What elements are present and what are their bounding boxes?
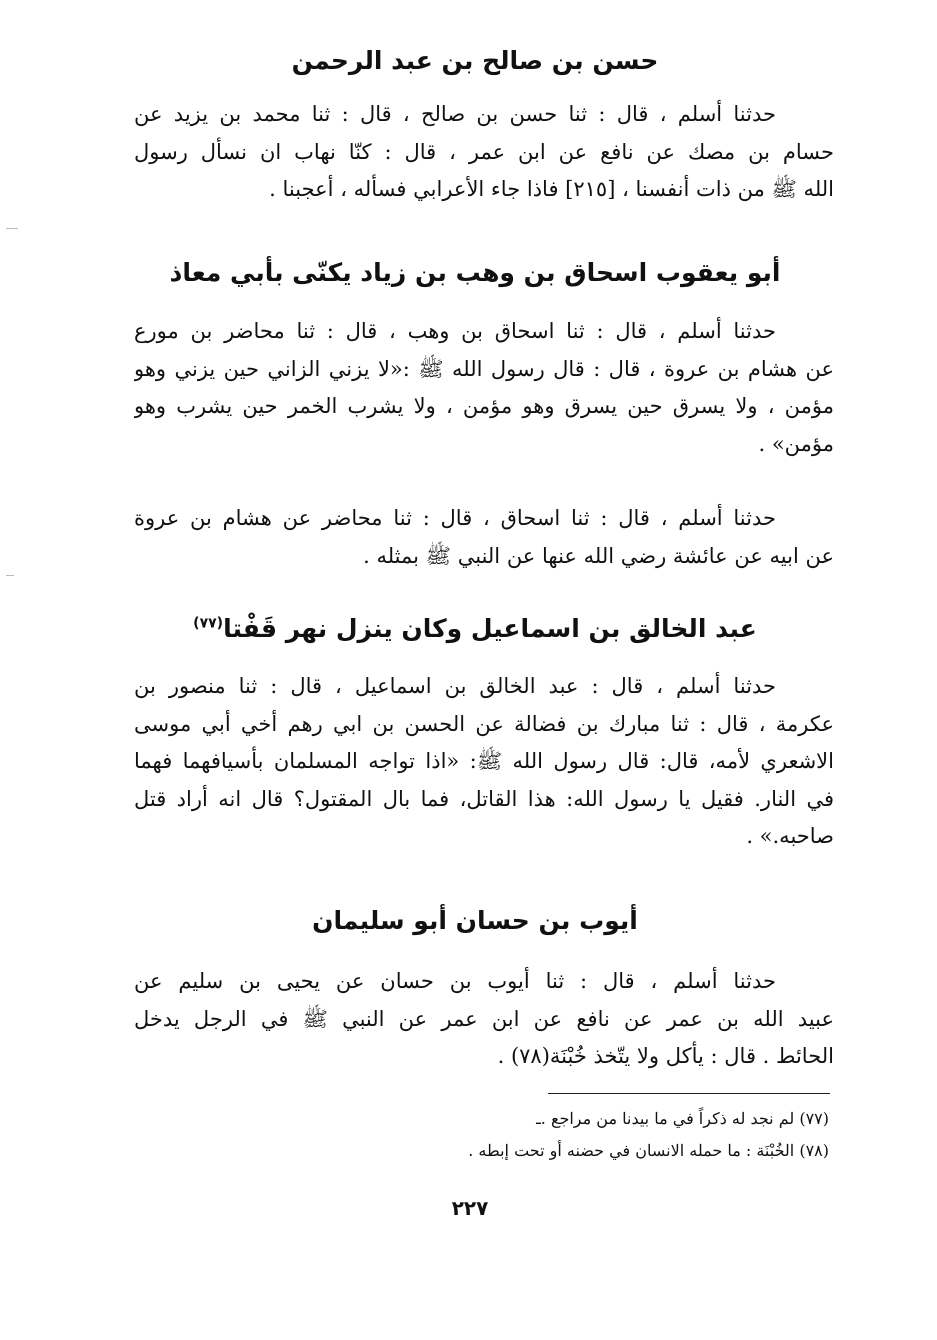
text-line: حدثنا أسلم ، قال : ثنا اسحاق بن وهب ، قال : ثنا محاضر بن مورع	[134, 319, 776, 343]
footnote: (٧٨) الخُبْنَة : ما حمله الانسان في حضنه أو تحت إبطه .	[468, 1141, 829, 1160]
text-line: في النار. فقيل يا رسول الله: هذا القاتل، فما بال المقتول؟ قال انه أراد قتل	[134, 786, 834, 811]
text-line: حدثنا أسلم ، قال : ثنا اسحاق ، قال : ثنا محاضر عن هشام بن عروة	[134, 506, 776, 530]
entry-paragraph	[134, 96, 834, 209]
footnote-ref: (٧٧)	[193, 615, 224, 632]
text-line: حسام بن مصك عن نافع عن ابن عمر ، قال : كنّا نهاب ان نسأل رسول	[134, 139, 834, 164]
entry-heading: أيوب بن حسان أبو سليمان	[312, 906, 638, 935]
entry-heading: عبد الخالق بن اسماعيل وكان ينزل نهر قَفْتا$^{(٧٧)}$	[193, 614, 757, 643]
text-line: عكرمة ، قال : ثنا مبارك بن فضالة عن الحسن بن ابي رهم أخي أبي موسى	[134, 711, 834, 736]
text-line: صاحبه.» .	[746, 824, 834, 848]
text-line: مؤمن» .	[758, 431, 834, 456]
entry-paragraph	[134, 963, 834, 1076]
text-line: الحائط . قال : يأكل ولا يتّخذ خُبْنَة(٧٨) .	[497, 1044, 834, 1068]
entry-paragraph	[134, 500, 834, 575]
text-line: حدثنا أسلم ، قال : ثنا أيوب بن حسان عن يحيى بن سليم عن	[134, 969, 776, 993]
text-line: عن ابيه عن عائشة رضي الله عنها عن النبي ﷺ بمثله .	[363, 543, 834, 568]
footnote: (٧٧) لم نجد له ذكراً في ما بيدنا من مراجع .ـ	[536, 1109, 829, 1128]
scan-mark	[6, 228, 18, 229]
text-line: الله ﷺ من ذات أنفسنا ، [٢١٥] فاذا جاء الأعرابي فسأله ، أعجبنا .	[269, 177, 834, 201]
text-line: عبيد الله بن عمر عن نافع عن ابن عمر عن النبي ﷺ في الرجل يدخل	[134, 1006, 834, 1031]
text-line: الاشعري لأمه، قال: قال رسول الله ﷺ: «اذا تواجه المسلمان بأسيافهما فهما	[134, 749, 834, 773]
text-line: حدثنا أسلم ، قال : عبد الخالق بن اسماعيل ، قال : ثنا منصور بن	[134, 674, 776, 698]
page-number: ٢٢٧	[451, 1196, 489, 1220]
text-line: حدثنا أسلم ، قال : ثنا حسن بن صالح ، قال : ثنا محمد بن يزيد عن	[134, 102, 776, 126]
text-line: عن هشام بن عروة ، قال : قال رسول الله ﷺ :«لا يزني الزاني حين يزني وهو	[134, 356, 834, 381]
footnote-divider	[548, 1093, 830, 1094]
entry-paragraph	[134, 668, 834, 856]
entry-heading: أبو يعقوب اسحاق بن وهب بن زياد يكنّى بأبي معاذ	[169, 258, 781, 287]
text-line: مؤمن ، ولا يسرق حين يسرق وهو مؤمن ، ولا يشرب الخمر حين يشرب وهو	[134, 394, 834, 418]
scan-mark	[6, 575, 14, 576]
entry-paragraph	[134, 313, 834, 463]
entry-heading: حسن بن صالح بن عبد الرحمن	[291, 46, 659, 75]
